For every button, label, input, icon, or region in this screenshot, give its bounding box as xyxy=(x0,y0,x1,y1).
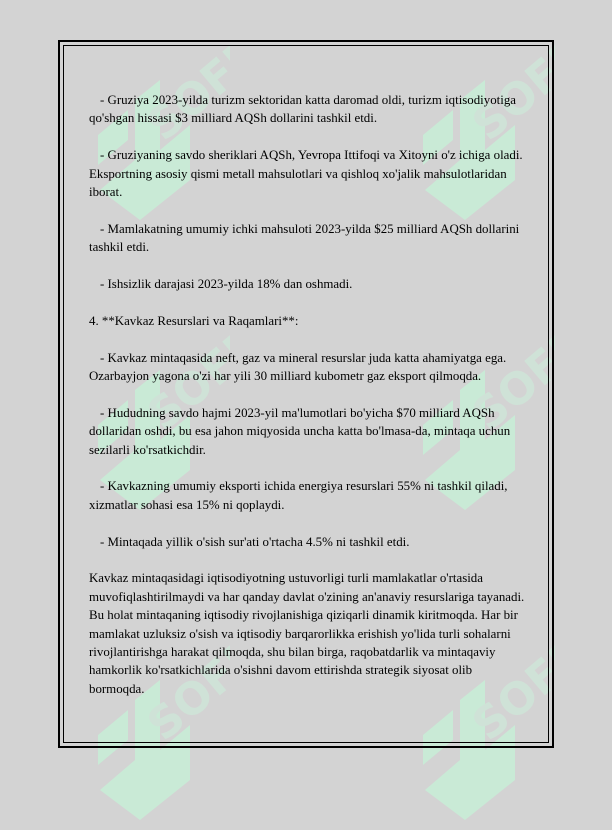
paragraph-caucasus-resources: - Kavkaz mintaqasida neft, gaz va mineral resurslar juda katta ahamiyatga ega. Ozarbayjon yagona o'zi har yili 30 milliard kubometr gaz eksport qilmoqda. xyxy=(89,350,507,384)
paragraph-caucasus-growth: - Mintaqada yillik o'sish sur'ati o'rtacha 4.5% ni tashkil etdi. xyxy=(100,534,410,549)
paragraph-georgia-unemployment: - Ishsizlik darajasi 2023-yilda 18% dan oshmadi. xyxy=(100,277,353,292)
document-body xyxy=(89,91,529,698)
paragraph-conclusion: Kavkaz mintaqasidagi iqtisodiyotning ustuvorligi turli mamlakatlar o'rtasida muvofiqlashtirilmaydi va har qanday davlat o'zining an'anaviy resurslariga tayanadi. Bu holat mintaqaning iqtisodiy rivojlanishiga qiziqarli dinamik kiritmoqda. Har bir mamlakat uzluksiz o'sish va iqtisodiy barqarorlikka erishish yo'lida turli sohalarni rivojlantirishga harakat qilmoqda, shu bilan birga, raqobatdarlik va mintaqaviy hamkorlik ko'rsatkichlarida o'sishni davom ettirishda strategik siyosat olib bormoqda. xyxy=(89,571,525,696)
paragraph-georgia-tourism: - Gruziya 2023-yilda turizm sektoridan katta daromad oldi, turizm iqtisodiyotiga qo'shgan hissasi $3 milliard AQSh dollarini tashkil etdi. xyxy=(89,93,516,126)
paragraph-caucasus-trade: - Hududning savdo hajmi 2023-yil ma'lumotlari bo'yicha $70 milliard AQSh dollaridan oshdi, bu esa jahon miqyosida uncha katta bo'lmasa-da, mintaqa uchun sezilarli ko'rsatkichdir. xyxy=(89,405,511,457)
paragraph-georgia-gdp: - Mamlakatning umumiy ichki mahsuloti 2023-yilda $25 milliard AQSh dollarini tashkil etdi. xyxy=(89,221,520,255)
paragraph-caucasus-exports: - Kavkazning umumiy eksporti ichida energiya resurslari 55% ni tashkil qiladi, xizmatlar sohasi esa 15% ni qoplaydi. xyxy=(89,479,508,512)
section-heading: 4. **Kavkaz Resurslari va Raqamlari**: xyxy=(89,313,299,328)
paragraph-georgia-trade: - Gruziyaning savdo sheriklari AQSh, Yevropa Ittifoqi va Xitoyni o'z ichiga oladi. Eksportning asosiy qismi metall mahsulotlari va qishloq xo'jalik mahsulotlaridan iborat. xyxy=(89,148,523,200)
